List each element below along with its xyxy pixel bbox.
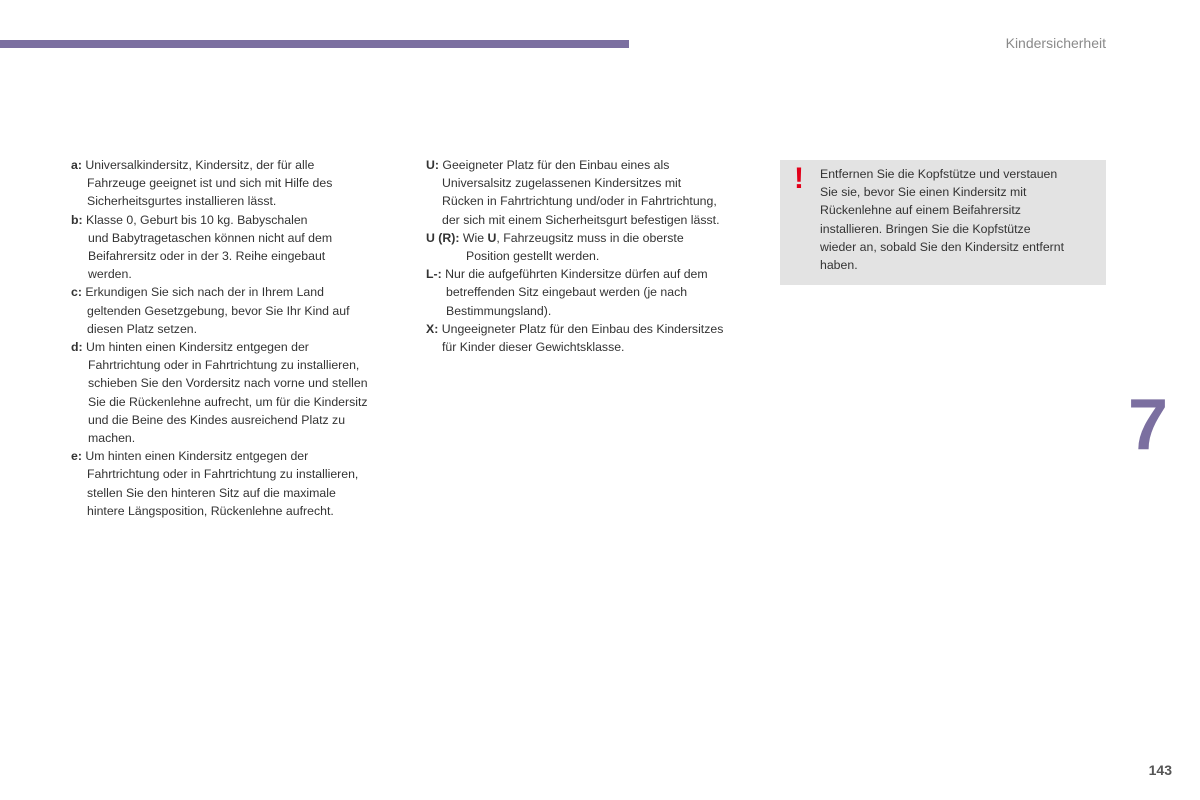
definition-d	[71, 338, 406, 447]
definition-line: geltenden Gesetzgebung, bevor Sie Ihr Kind auf	[87, 303, 350, 318]
definition-key: d:	[71, 340, 83, 355]
left-column	[71, 156, 406, 520]
definition-u-r	[426, 229, 761, 265]
definition-line: Beifahrersitz oder in der 3. Reihe eingebaut	[88, 249, 326, 264]
definition-line: Sie die Rückenlehne aufrecht, um für die Kindersitz	[88, 394, 368, 409]
definition-line: diesen Platz setzen.	[87, 321, 198, 336]
definition-inline-bold: U	[487, 230, 497, 245]
warning-box	[780, 160, 1106, 285]
definition-c	[71, 283, 406, 338]
definition-line: Ungeeigneter Platz für den Einbau des Kindersitzes	[441, 321, 724, 336]
exclamation-icon: !	[794, 162, 804, 195]
definition-key: b:	[71, 212, 83, 227]
definition-line: Sicherheitsgurtes installieren lässt.	[87, 194, 277, 209]
definition-key: U (R):	[426, 230, 460, 245]
definition-line: betreffenden Sitz eingebaut werden (je nach	[446, 285, 688, 300]
middle-column	[426, 156, 761, 356]
definition-line: stellen Sie den hinteren Sitz auf die maximale	[87, 485, 336, 500]
section-title: Kindersicherheit	[1005, 35, 1106, 51]
definition-line: werden.	[88, 267, 132, 282]
definition-line: für Kinder dieser Gewichtsklasse.	[442, 340, 625, 355]
definition-line: und Babytragetaschen können nicht auf dem	[88, 230, 333, 245]
definition-line: Erkundigen Sie sich nach der in Ihrem Land	[85, 285, 324, 300]
definition-key: U:	[426, 158, 439, 172]
warning-line: Rückenlehne auf einem Beifahrersitz	[820, 203, 1021, 218]
definition-key: X:	[426, 321, 439, 336]
definition-text-pre: Wie	[462, 230, 488, 245]
definition-l	[426, 265, 761, 320]
warning-text	[820, 165, 1095, 274]
definition-line: Um hinten einen Kindersitz entgegen der	[85, 449, 309, 464]
definition-line: Nur die aufgeführten Kindersitze dürfen auf dem	[445, 267, 708, 282]
definition-line: der sich mit einem Sicherheitsgurt befestigen lässt.	[442, 212, 720, 227]
warning-line: Entfernen Sie die Kopfstütze und verstauen	[820, 167, 1058, 181]
definition-line: Geeigneter Platz für den Einbau eines als	[442, 158, 670, 172]
definition-line: Universalkindersitz, Kindersitz, der für alle	[85, 158, 315, 172]
definition-key: e:	[71, 449, 82, 464]
warning-line: wieder an, sobald Sie den Kindersitz entfernt	[820, 239, 1065, 254]
definition-key: c:	[71, 285, 82, 300]
definition-x	[426, 320, 761, 356]
definition-line: schieben Sie den Vordersitz nach vorne und stellen	[88, 376, 368, 391]
definition-key: a:	[71, 158, 82, 172]
definition-line: Um hinten einen Kindersitz entgegen der	[86, 340, 309, 355]
definition-key: L-:	[426, 267, 442, 282]
definition-line: hintere Längsposition, Rückenlehne aufrecht.	[87, 503, 334, 518]
definition-line: Universalsitz zugelassenen Kindersitzes mit	[442, 176, 682, 191]
definition-text-post: , Fahrzeugsitz muss in die oberste	[496, 230, 684, 245]
definition-line: machen.	[88, 431, 136, 446]
definition-line: und die Beine des Kindes ausreichend Platz zu	[88, 412, 346, 427]
definition-u	[426, 156, 761, 229]
warning-line: haben.	[820, 258, 858, 273]
page-number: 143	[1148, 762, 1172, 778]
definition-line: Fahrtrichtung oder in Fahrtrichtung zu installieren,	[88, 358, 360, 373]
definition-a	[71, 156, 406, 211]
warning-line: installieren. Bringen Sie die Kopfstütze	[820, 221, 1031, 236]
definition-line: Position gestellt werden.	[466, 249, 600, 264]
definition-line: Bestimmungsland).	[446, 303, 552, 318]
header-accent-bar	[0, 40, 629, 48]
definition-e	[71, 447, 406, 520]
chapter-number: 7	[1128, 385, 1169, 465]
definition-line: Klasse 0, Geburt bis 10 kg. Babyschalen	[86, 212, 308, 227]
definition-line: Fahrzeuge geeignet ist und sich mit Hilfe des	[87, 176, 333, 191]
definition-line: Fahrtrichtung oder in Fahrtrichtung zu installieren,	[87, 467, 359, 482]
warning-line: Sie sie, bevor Sie einen Kindersitz mit	[820, 185, 1027, 200]
definition-b	[71, 211, 406, 284]
definition-line: Rücken in Fahrtrichtung und/oder in Fahrtrichtung,	[442, 194, 717, 209]
